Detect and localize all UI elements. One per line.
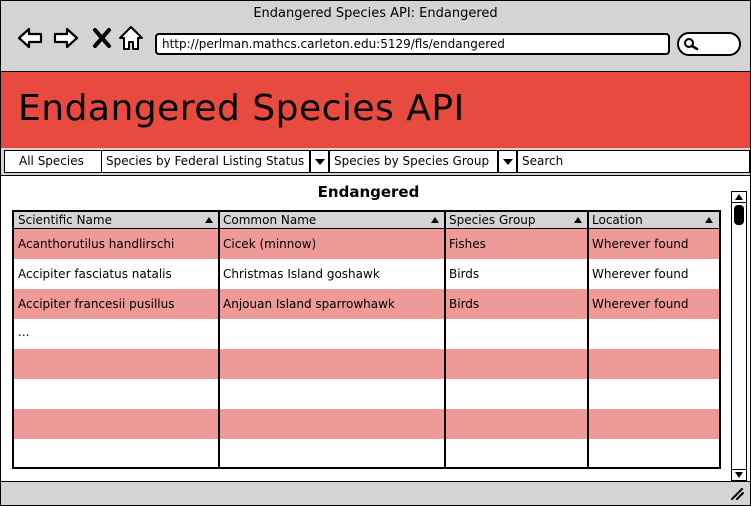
- cell-location: [588, 349, 719, 379]
- cell-location: Wherever found: [592, 297, 689, 311]
- cell-common-name: Christmas Island goshawk: [223, 267, 380, 281]
- column-header-location[interactable]: Location: [588, 212, 719, 228]
- species-by-group-dropdown[interactable]: Species by Species Group: [329, 150, 498, 173]
- search-icon: [683, 37, 699, 51]
- browser-search-field[interactable]: [677, 32, 741, 56]
- cell-species-group: [445, 439, 588, 469]
- species-table: [12, 210, 721, 469]
- column-divider: [218, 212, 220, 467]
- group-dropdown-arrow[interactable]: [498, 150, 517, 173]
- table-row[interactable]: [14, 289, 719, 319]
- close-x-icon[interactable]: [89, 25, 115, 51]
- sort-ascending-icon: [705, 217, 713, 223]
- cell-location: [588, 319, 719, 349]
- column-header-common-name[interactable]: Common Name: [219, 212, 445, 228]
- table-row[interactable]: [14, 319, 719, 349]
- cell-scientific-name: Acanthorutilus handlirschi: [18, 237, 175, 251]
- cell-species-group: [445, 319, 588, 349]
- url-bar[interactable]: http://perlman.mathcs.carleton.edu:5129/fls/endangered: [155, 33, 670, 55]
- cell-common-name: [219, 349, 445, 379]
- cell-location: [588, 379, 719, 409]
- cell-common-name: Cicek (minnow): [223, 237, 317, 251]
- page-title: Endangered: [317, 183, 420, 201]
- all-species-button[interactable]: All Species: [4, 150, 111, 173]
- cell-scientific-name: [14, 379, 219, 409]
- cell-location: [588, 439, 719, 469]
- home-icon[interactable]: [118, 25, 144, 51]
- column-header-scientific-name[interactable]: Scientific Name: [14, 212, 219, 228]
- cell-location: Wherever found: [592, 267, 689, 281]
- cell-scientific-name: Accipiter francesii pusillus: [18, 297, 175, 311]
- scroll-down-icon: [735, 472, 743, 478]
- table-row[interactable]: [14, 439, 719, 469]
- back-arrow-icon[interactable]: [17, 25, 43, 51]
- nav-toolbar: [1, 148, 750, 176]
- cell-common-name: [219, 379, 445, 409]
- cell-common-name: Anjouan Island sparrowhawk: [223, 297, 395, 311]
- table-row[interactable]: [14, 259, 719, 289]
- search-input[interactable]: Search: [517, 150, 750, 173]
- cell-species-group: [445, 379, 588, 409]
- cell-location: Wherever found: [592, 237, 689, 251]
- chevron-down-icon: [503, 159, 513, 165]
- chevron-down-icon: [315, 159, 325, 165]
- table-row[interactable]: [14, 379, 719, 409]
- site-title: Endangered Species API: [18, 88, 465, 129]
- sort-ascending-icon: [431, 217, 439, 223]
- resize-grip-icon[interactable]: [730, 488, 744, 500]
- table-row[interactable]: [14, 349, 719, 379]
- scroll-up-button[interactable]: [732, 192, 746, 203]
- column-divider: [444, 212, 446, 467]
- cell-species-group: Birds: [449, 297, 480, 311]
- cell-species-group: [445, 349, 588, 379]
- cell-scientific-name: Accipiter fasciatus natalis: [18, 267, 172, 281]
- table-row[interactable]: [14, 409, 719, 439]
- sort-ascending-icon: [205, 217, 213, 223]
- column-header-species-group[interactable]: Species Group: [445, 212, 588, 228]
- column-divider: [587, 212, 589, 467]
- species-by-status-dropdown[interactable]: Species by Federal Listing Status: [101, 150, 310, 173]
- cell-scientific-name: [14, 409, 219, 439]
- forward-arrow-icon[interactable]: [53, 25, 79, 51]
- status-dropdown-arrow[interactable]: [310, 150, 329, 173]
- scroll-up-icon: [735, 194, 743, 200]
- cell-common-name: [219, 409, 445, 439]
- table-row[interactable]: [14, 229, 719, 259]
- cell-species-group: [445, 409, 588, 439]
- cell-common-name: [219, 439, 445, 469]
- cell-common-name: [219, 319, 445, 349]
- cell-species-group: Fishes: [449, 237, 486, 251]
- cell-scientific-name: ...: [18, 325, 30, 339]
- cell-species-group: Birds: [449, 267, 480, 281]
- status-bar: [1, 481, 750, 506]
- cell-scientific-name: [14, 349, 219, 379]
- window-title: Endangered Species API: Endangered: [253, 6, 498, 21]
- site-banner: [1, 72, 750, 149]
- browser-chrome: [1, 1, 750, 72]
- cell-scientific-name: [14, 439, 219, 469]
- table-header: [14, 212, 719, 229]
- scrollbar-thumb[interactable]: [734, 205, 744, 225]
- cell-location: [588, 409, 719, 439]
- vertical-scrollbar[interactable]: [731, 191, 747, 481]
- sort-ascending-icon: [574, 217, 582, 223]
- scroll-down-button[interactable]: [732, 469, 746, 480]
